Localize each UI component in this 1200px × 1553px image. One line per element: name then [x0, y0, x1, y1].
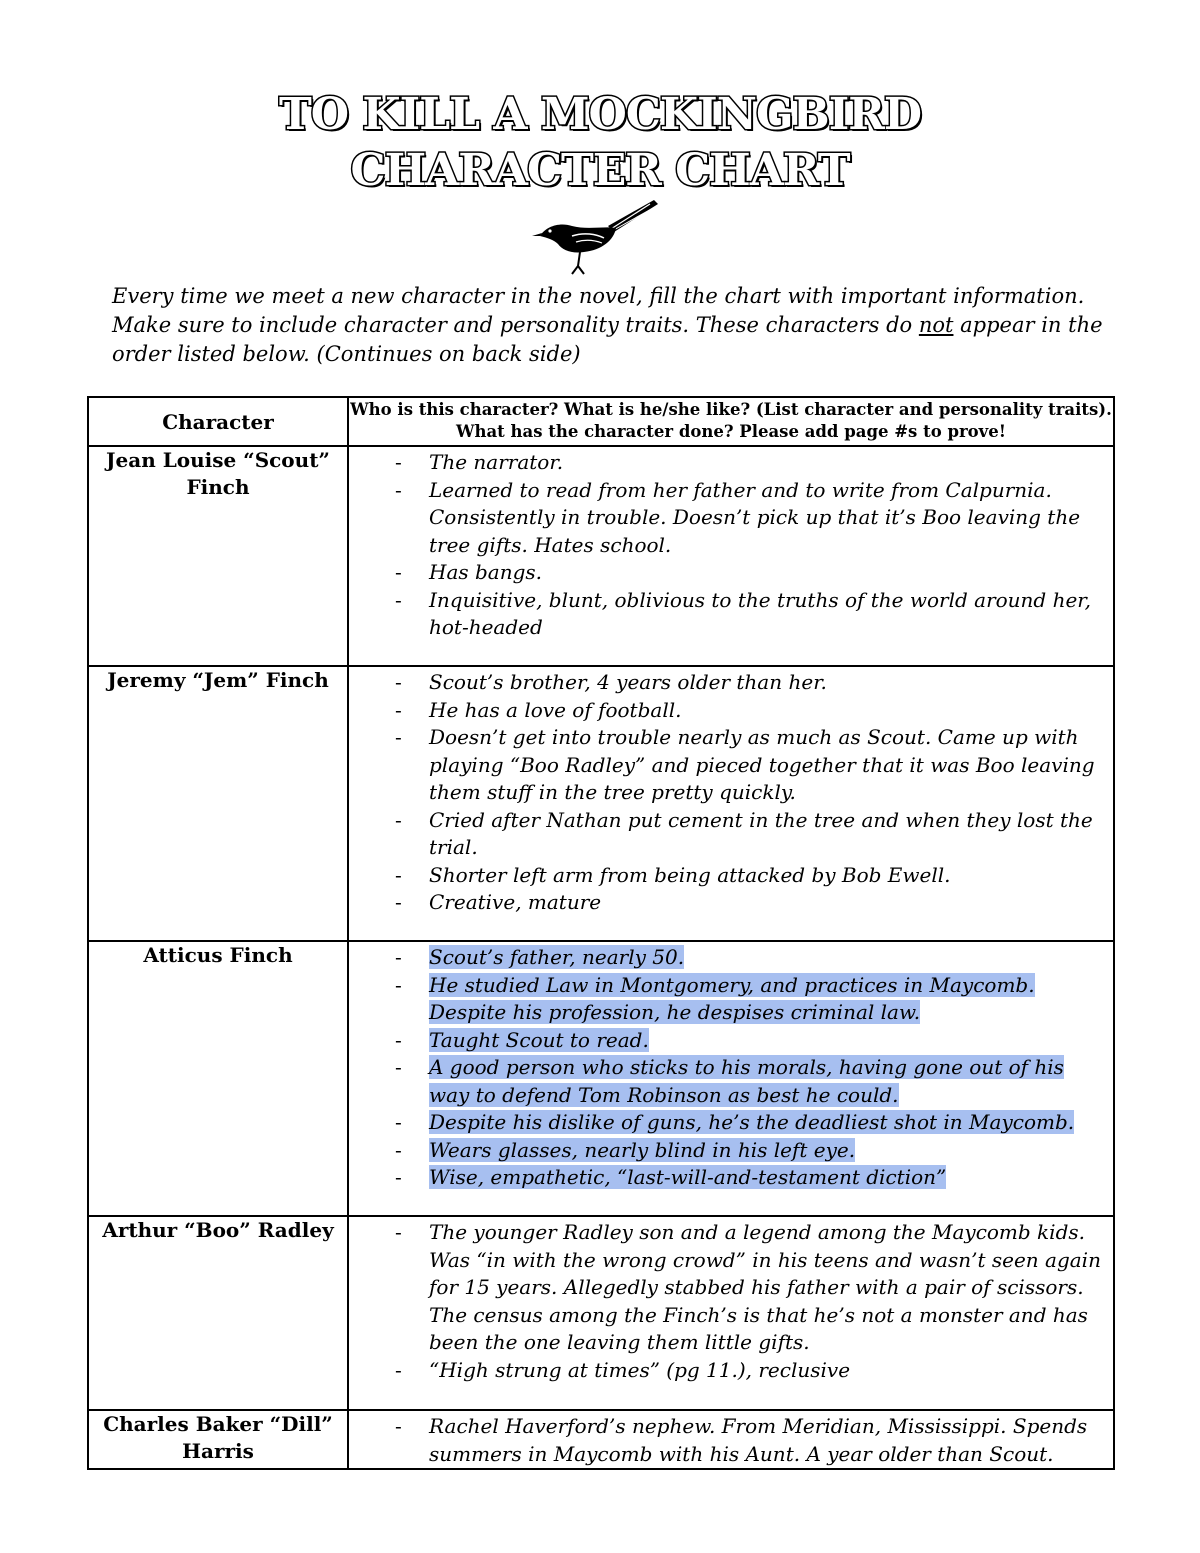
intro-emphasis: not — [918, 313, 954, 337]
list-item: - Learned to read from her father and to write from Calpurnia. Consistently in trouble. Doesn’t pick up that it’s Boo leaving the tree gifts. Hates school. — [395, 477, 1081, 557]
list-item[interactable]: - A good person who sticks to his morals, having gone out of his way to defend Tom Robinson as best he could. — [395, 1055, 1064, 1107]
list-item: - Inquisitive, blunt, oblivious to the truths of the world around her, hot-headed — [395, 587, 1092, 639]
highlighted-text: Taught Scout to read. — [429, 1027, 649, 1052]
character-name-cell — [88, 1216, 348, 1410]
list-item: - Rachel Haverford’s nephew. From Meridian, Mississippi. Spends summers in Maycomb with his Aunt. A year older than Scout. — [395, 1414, 1088, 1466]
title-line-2: CHARACTER CHART — [350, 145, 850, 196]
character-name: Finch — [186, 475, 250, 499]
list-item[interactable]: - He studied Law in Montgomery, and practices in Maycomb. Despite his profession, he despises criminal law. — [395, 972, 1035, 1024]
character-name-cell — [88, 941, 348, 1216]
list-item: - Doesn’t get into trouble nearly as much as Scout. Came up with playing “Boo Radley” and pieced together that it was Boo leaving them stuff in the tree pretty quickly. — [395, 725, 1095, 804]
character-name-cell — [88, 446, 348, 666]
list-item: - The younger Radley son and a legend among the Maycomb kids. Was “in with the wrong crowd” in his teens and wasn’t seen again for 15 years. Allegedly stabbed his father with a pair of scissors. The census among the Finch’s is that he’s not a monster and has been the one leaving them little gifts. — [395, 1220, 1101, 1354]
character-name-cell — [88, 1410, 348, 1469]
highlighted-text: Wise, empathetic, “last-will-and-testament diction” — [429, 1165, 947, 1189]
list-item: - He has a love of football. — [395, 697, 682, 722]
highlighted-text: Despite his dislike of guns, he’s the deadliest shot in Maycomb. — [429, 1110, 1075, 1134]
character-name: Arthur “Boo” Radley — [102, 1218, 334, 1242]
intro-text-part2: appear in the order listed below. (Continues on back side) — [112, 313, 1103, 366]
character-traits-cell — [348, 1216, 1114, 1410]
list-item[interactable]: - Wears glasses, nearly blind in his left eye. — [395, 1137, 856, 1162]
list-item: - Shorter left arm from being attacked by Bob Ewell. — [395, 862, 951, 887]
intro-text-part1: Every time we meet a new character in the novel, fill the chart with important information. Make sure to include character and personality traits. These characters do — [112, 284, 1085, 337]
table-row — [88, 941, 1114, 1216]
character-traits-cell — [348, 1410, 1114, 1469]
character-name: Jeremy “Jem” Finch — [107, 668, 329, 692]
highlighted-text: A good person who sticks to his morals, having gone out of his way to defend Tom Robinson as best he could. — [429, 1055, 1064, 1107]
column-header-description-line2: What has the character done? Please add page #s to prove! — [455, 422, 1007, 441]
table-row — [88, 1410, 1114, 1469]
highlighted-text: Scout’s father, nearly 50. — [429, 945, 685, 969]
list-item[interactable]: - Wise, empathetic, “last-will-and-testament diction” — [395, 1165, 947, 1189]
highlighted-text: He studied Law in Montgomery, and practices in Maycomb. Despite his profession, he despises criminal law. — [429, 972, 1035, 1024]
table-header-row — [88, 397, 1114, 446]
list-item: - Creative, mature — [395, 890, 602, 914]
column-header-description-line1: Who is this character? What is he/she like? (List character and personality traits). — [350, 400, 1112, 419]
character-name: Harris — [182, 1439, 254, 1463]
character-name: Charles Baker “Dill” — [103, 1412, 333, 1436]
list-item[interactable]: - Scout’s father, nearly 50. — [395, 945, 685, 969]
column-header-character: Character — [88, 397, 348, 446]
list-item: - Has bangs. — [395, 560, 543, 584]
table-row — [88, 1216, 1114, 1410]
character-name: Atticus Finch — [143, 943, 293, 967]
list-item: - Scout’s brother, 4 years older than her. — [395, 670, 827, 694]
character-traits-cell — [348, 666, 1114, 941]
column-header-description — [348, 397, 1114, 446]
list-item[interactable]: - Despite his dislike of guns, he’s the deadliest shot in Maycomb. — [395, 1110, 1075, 1134]
character-traits-cell — [348, 446, 1114, 666]
character-traits-cell — [348, 941, 1114, 1216]
table-row — [88, 446, 1114, 666]
table-row — [88, 666, 1114, 941]
title-line-1: TO KILL A MOCKINGBIRD — [278, 89, 922, 140]
list-item: - Cried after Nathan put cement in the tree and when they lost the trial. — [395, 807, 1093, 859]
highlighted-text: Wears glasses, nearly blind in his left eye. — [429, 1137, 856, 1162]
character-name: Jean Louise “Scout” — [106, 448, 330, 472]
list-item: - The narrator. — [395, 450, 564, 474]
list-item: - “High strung at times” (pg 11.), reclusive — [395, 1357, 851, 1382]
character-name-cell — [88, 666, 348, 941]
character-chart-table — [87, 396, 1115, 1470]
mockingbird-icon — [532, 196, 662, 280]
list-item[interactable]: - Taught Scout to read. — [395, 1027, 649, 1052]
intro-instructions — [112, 282, 1112, 369]
